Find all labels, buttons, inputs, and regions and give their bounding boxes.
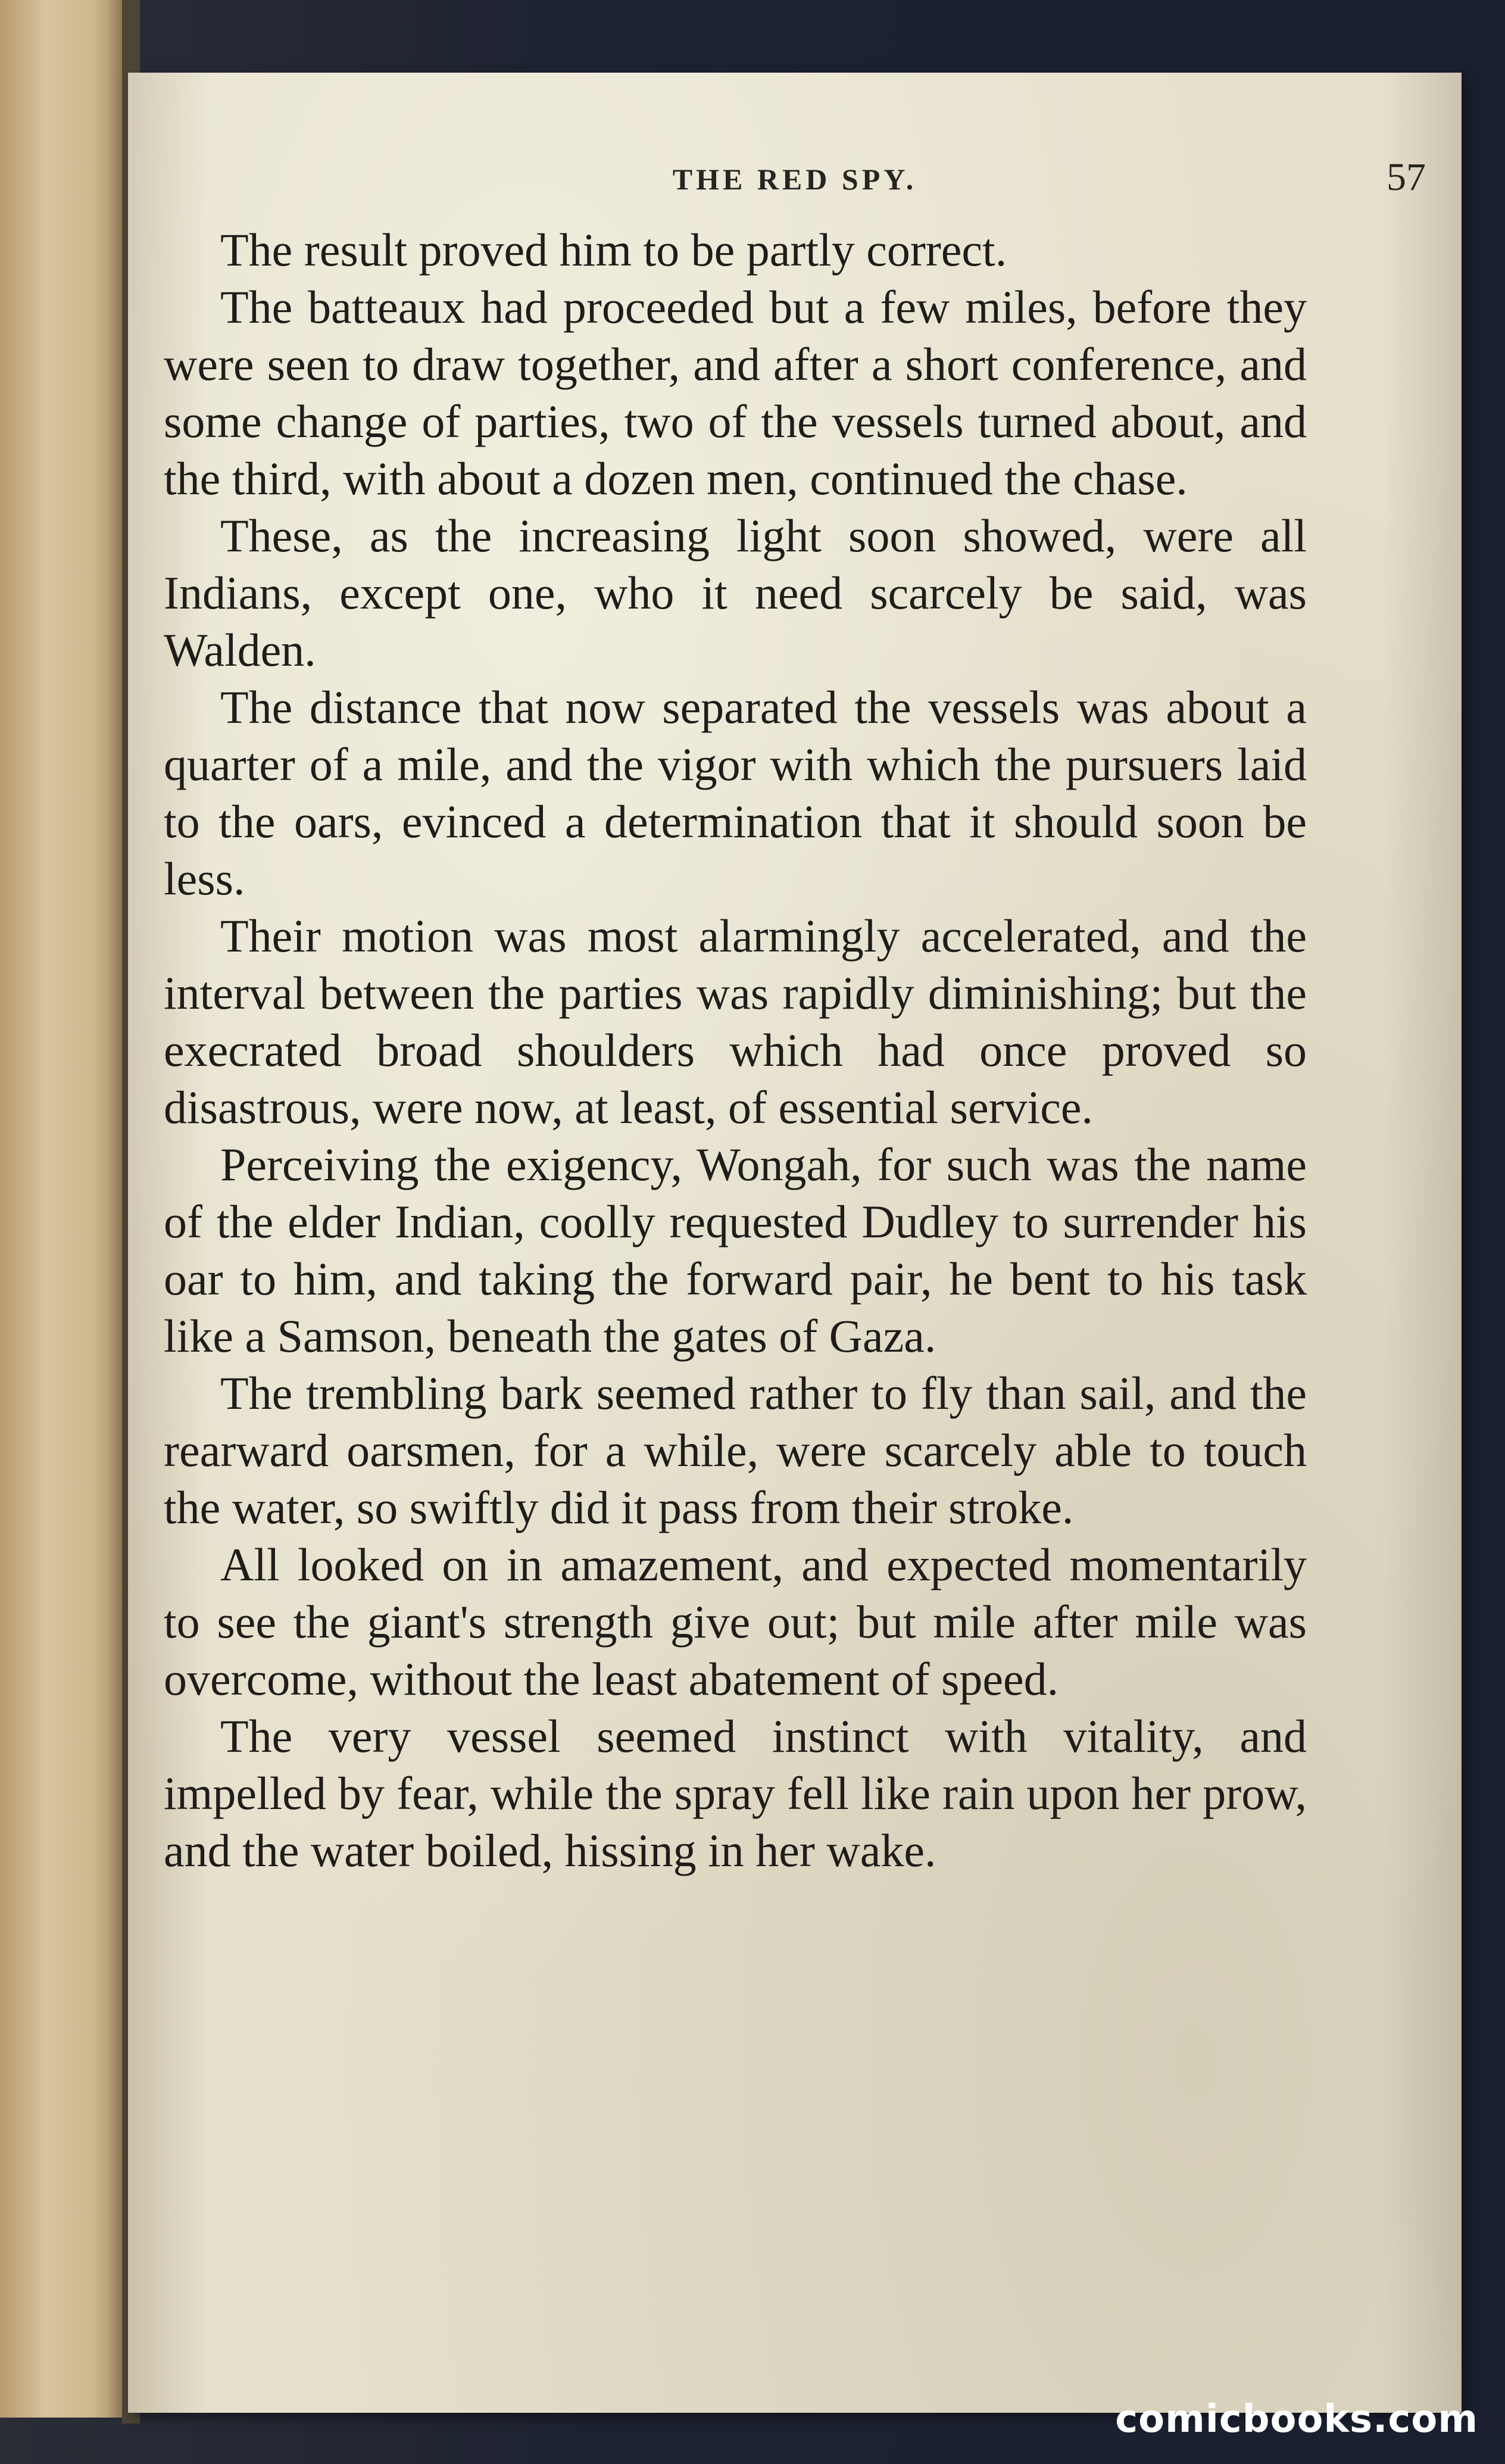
paragraph: The result proved him to be partly correct.: [220, 224, 1007, 276]
paragraph: The batteaux had proceeded but a few miles, before they were seen to draw together, and after a short conference, and some change of parties, two of the vessels turned about, and the third, with about a dozen men, continued the chase.: [164, 281, 1307, 504]
paragraph: All looked on in amazement, and expected momentarily to see the giant's strength give out; but mile after mile was overcome, without the least abatement of speed.: [164, 1539, 1307, 1705]
paragraph: The very vessel seemed instinct with vitality, and impelled by fear, while the spray fell like rain upon her prow, and the water boiled, hissing in her wake.: [164, 1710, 1307, 1876]
running-head: THE RED SPY.: [672, 163, 917, 196]
paragraph: The trembling bark seemed rather to fly than sail, and the rearward oarsmen, for a while, were scarcely able to touch the water, so swiftly did it pass from their stroke.: [164, 1367, 1307, 1533]
paragraph: Their motion was most alarmingly accelerated, and the interval between the parties was rapidly diminishing; but the execrated broad shoulders which had once proved so disastrous, were now, at least, of essential service.: [164, 910, 1307, 1133]
watermark: comicbooks.com: [1115, 2397, 1478, 2441]
previous-page-edge: [0, 0, 135, 2418]
paragraph: Perceiving the exigency, Wongah, for such was the name of the elder Indian, coolly requested Dudley to surrender his oar to him, and taking the forward pair, he bent to his task like a Samson, beneath the gates of Gaza.: [164, 1139, 1307, 1362]
paragraph: These, as the increasing light soon showed, were all Indians, except one, who it need scarcely be said, was Walden.: [164, 510, 1307, 676]
paragraph: The distance that now separated the vessels was about a quarter of a mile, and the vigor with which the pursuers laid to the oars, evinced a determination that it should soon be less.: [164, 681, 1307, 904]
page-number: 57: [1387, 155, 1426, 199]
book-page: [128, 73, 1462, 2413]
page-body: [164, 222, 1307, 1879]
